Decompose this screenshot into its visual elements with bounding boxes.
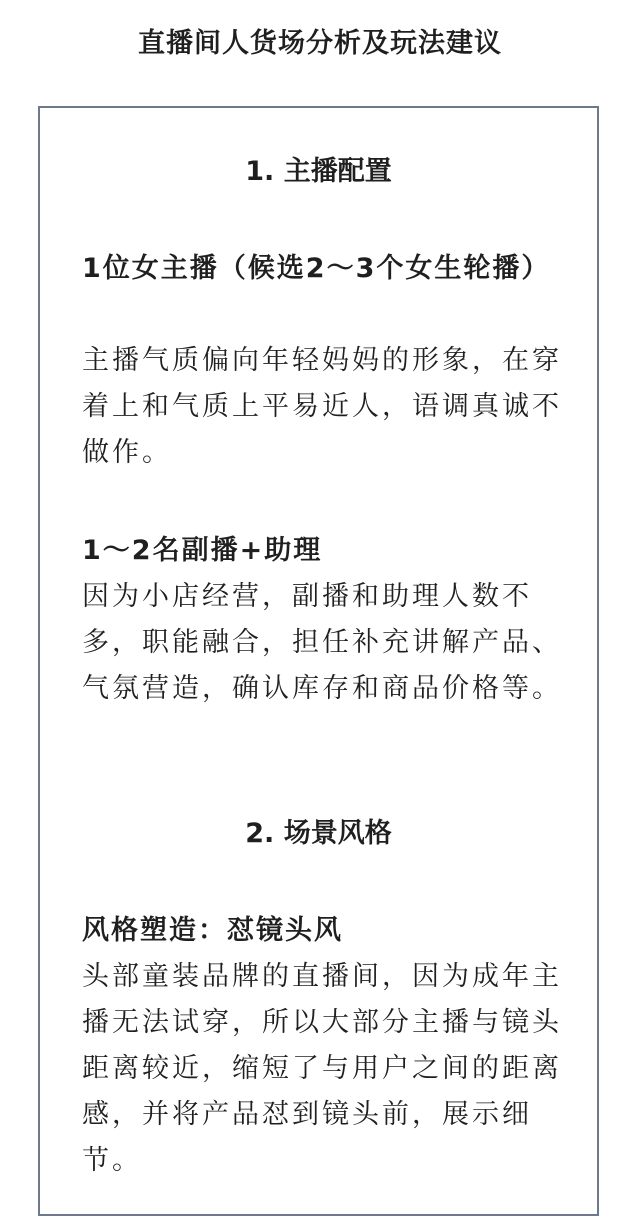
section-heading-scene: 2. 场景风格 [245, 818, 392, 849]
section-heading-anchor: 1. 主播配置 [245, 156, 392, 187]
block-body-style: 头部童装品牌的直播间，因为成年主播无法试穿，所以大部分主播与镜头距离较近，缩短了与用户之间的距离感，并将产品怼到镜头前，展示细节。 [82, 961, 562, 1176]
block-title-assistant: 1～2名副播+助理 [82, 535, 323, 566]
block-body-host: 主播气质偏向年轻妈妈的形象，在穿着上和气质上平易近人，语调真诚不做作。 [82, 345, 562, 468]
block-title-style: 风格塑造：怼镜头风 [82, 915, 343, 946]
block-body-assistant: 因为小店经营，副播和助理人数不多，职能融合，担任补充讲解产品、气氛营造，确认库存和商品价格等。 [82, 581, 562, 704]
content-box [38, 106, 599, 1216]
page-title: 直播间人货场分析及玩法建议 [138, 28, 502, 59]
block-title-host: 1位女主播（候选2～3个女生轮播） [82, 253, 551, 284]
